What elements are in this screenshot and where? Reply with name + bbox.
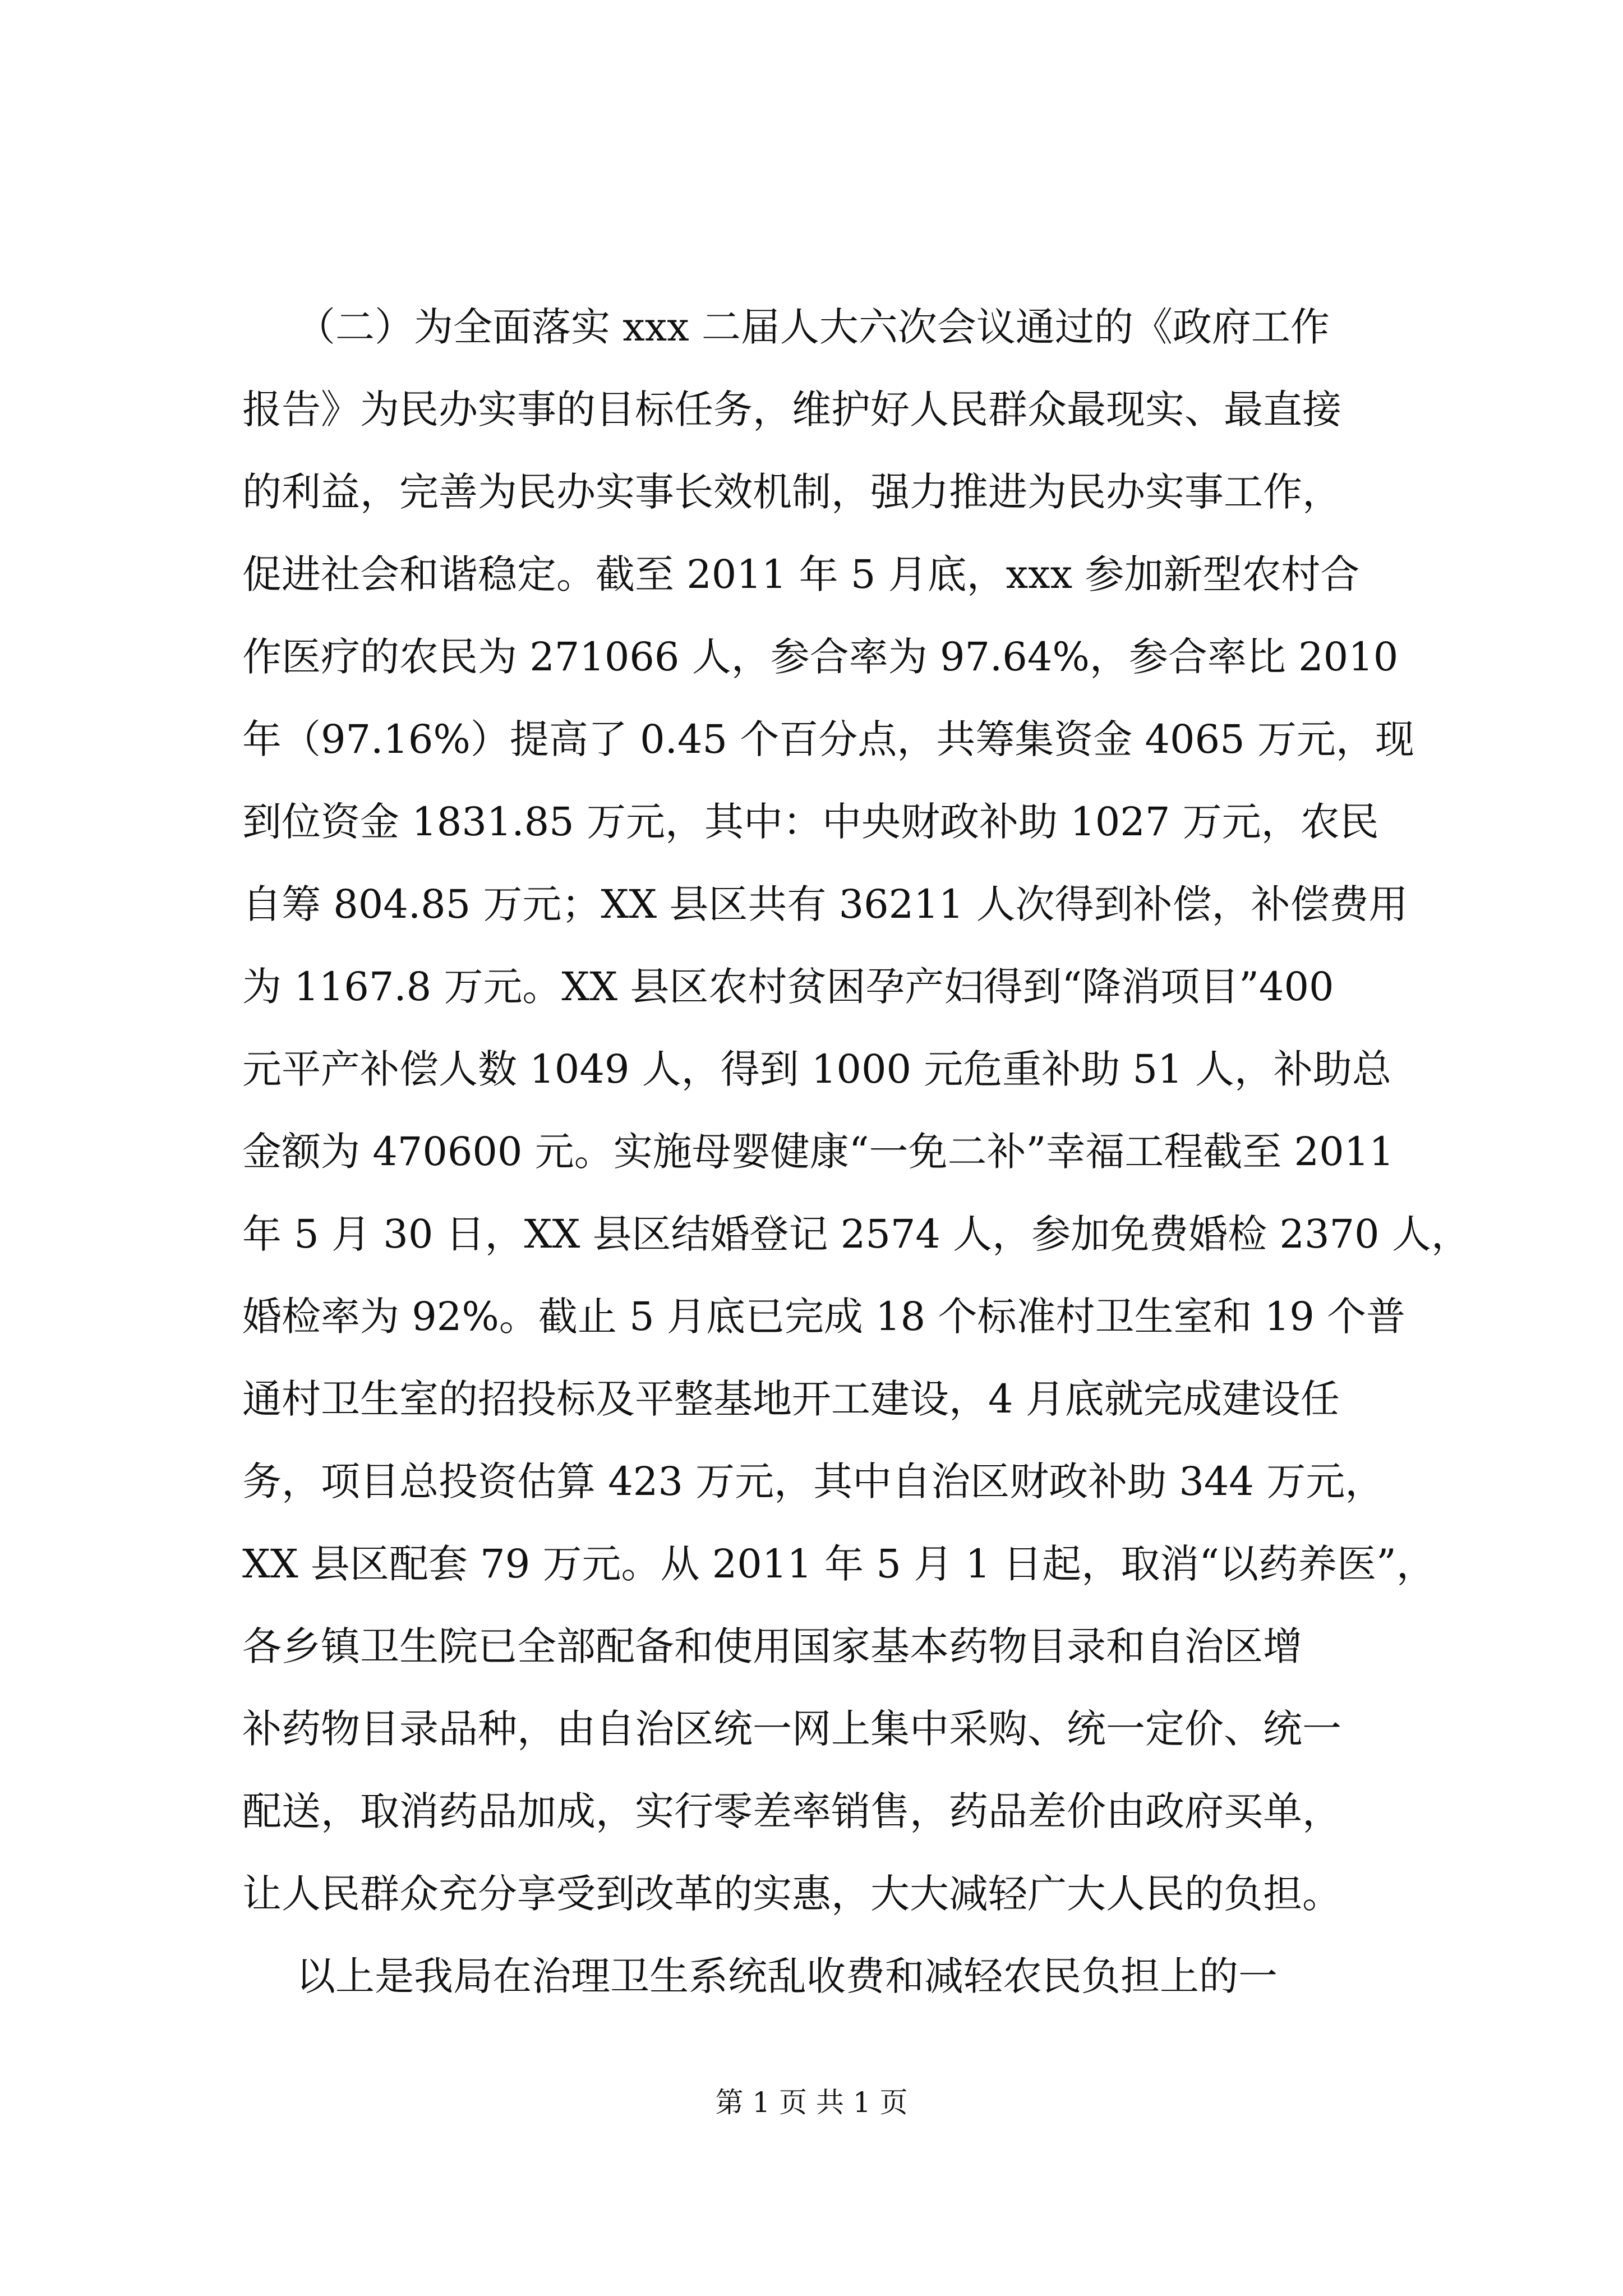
text-line: 配送，取消药品加成，实行零差率销售，药品差价由政府买单， (242, 1788, 1341, 1834)
text-line: 金额为 470600 元。实施母婴健康“一免二补”幸福工程截至 2011 (242, 1129, 1394, 1175)
text-line: 以上是我局在治理卫生系统乱收费和减轻农民负担上的一 (296, 1953, 1278, 1999)
text-line: 补药物目录品种，由自治区统一网上集中采购、统一定价、统一 (242, 1706, 1341, 1752)
text-line: 通村卫生室的招投标及平整基地开工建设，4 月底就完成建设任 (242, 1376, 1340, 1422)
page-number-footer: 第 1 页 共 1 页 (715, 2086, 908, 2119)
text-line: 为 1167.8 万元。XX 县区农村贫困孕产妇得到“降消项目”400 (242, 964, 1334, 1010)
text-line: 务，项目总投资估算 423 万元，其中自治区财政补助 344 万元， (242, 1458, 1385, 1504)
text-line: 报告》为民办实事的目标任务，维护好人民群众最现实、最直接 (242, 386, 1341, 432)
text-line: 元平产补偿人数 1049 人，得到 1000 元危重补助 51 人，补助总 (242, 1046, 1391, 1092)
text-line: 年（97.16%）提高了 0.45 个百分点，共筹集资金 4065 万元，现 (242, 716, 1414, 762)
text-line: 的利益，完善为民办实事长效机制，强力推进为民办实事工作， (242, 469, 1341, 515)
text-line: 到位资金 1831.85 万元，其中：中央财政补助 1027 万元，农民 (242, 799, 1379, 845)
text-line: 年 5 月 30 日，XX 县区结婚登记 2574 人，参加免费婚检 2370 人， (242, 1211, 1470, 1257)
text-line: XX 县区配套 79 万元。从 2011 年 5 月 1 日起，取消“以药养医”， (242, 1541, 1436, 1587)
text-line: 作医疗的农民为 271066 人，参合率为 97.64%，参合率比 2010 (242, 634, 1399, 680)
text-line: （二）为全面落实 xxx 二届人大六次会议通过的《政府工作 (296, 304, 1330, 350)
text-line: 自筹 804.85 万元；XX 县区共有 36211 人次得到补偿，补偿费用 (242, 881, 1408, 927)
text-line: 促进社会和谐稳定。截至 2011 年 5 月底，xxx 参加新型农村合 (242, 551, 1360, 597)
text-line: 各乡镇卫生院已全部配备和使用国家基本药物目录和自治区增 (242, 1623, 1302, 1669)
text-line: 让人民群众充分享受到改革的实惠，大大减轻广大人民的负担。 (242, 1871, 1341, 1917)
text-line: 婚检率为 92%。截止 5 月底已完成 18 个标准村卫生室和 19 个普 (242, 1294, 1406, 1340)
